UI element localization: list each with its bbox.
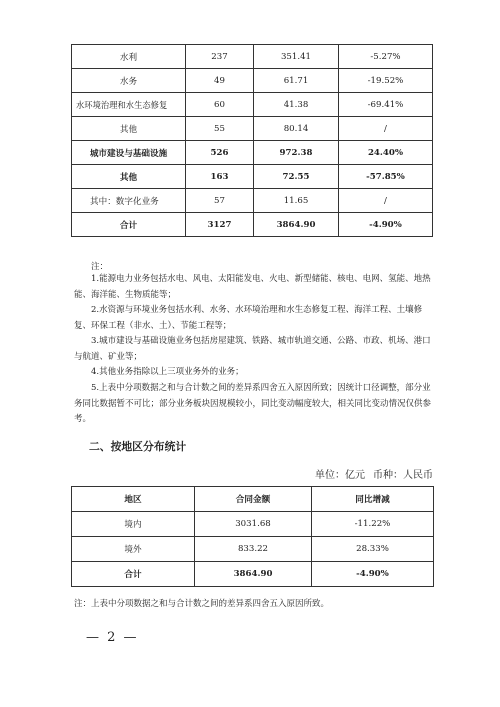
table-header-row: [72, 487, 434, 512]
notes-title: 注：: [91, 262, 109, 272]
table-row: [72, 45, 433, 69]
amount-cell: 61.71: [254, 69, 339, 93]
yoy-cell: /: [339, 189, 433, 213]
business-type-cell: 水环境治理和水生态修复: [72, 93, 186, 117]
section-heading: 二、按地区分布统计: [89, 440, 187, 453]
table-row: [72, 93, 433, 117]
header-region: 地区: [72, 487, 195, 512]
table-row: [72, 189, 433, 213]
amount-cell: 72.55: [254, 165, 339, 189]
amount-cell: 351.41: [254, 45, 339, 69]
yoy-cell: 28.33%: [312, 537, 434, 562]
note-item-4: 4.其他业务指除以上三项业务外的业务；: [91, 367, 244, 377]
count-cell: 60: [186, 93, 254, 117]
table-row: [72, 537, 434, 562]
header-amount: 合同金额: [195, 487, 312, 512]
amount-cell: 41.38: [254, 93, 339, 117]
yoy-cell: -11.22%: [312, 512, 434, 537]
amount-cell: 3864.90: [195, 562, 312, 587]
count-cell: 55: [186, 117, 254, 141]
yoy-cell: 24.40%: [339, 141, 433, 165]
yoy-cell: -19.52%: [339, 69, 433, 93]
amount-cell: 3031.68: [195, 512, 312, 537]
region-cell: 境内: [72, 512, 195, 537]
yoy-cell: -4.90%: [339, 213, 433, 237]
count-cell: 3127: [186, 213, 254, 237]
table-row: [72, 512, 434, 537]
business-type-cell: 其中：数字化业务: [72, 189, 186, 213]
note-item-1: 1.能源电力业务包括水电、风电、太阳能发电、火电、新型储能、核电、电网、氢能、地热能、海洋能、生物质能等；: [74, 274, 431, 300]
table-row: [72, 562, 434, 587]
yoy-cell: -69.41%: [339, 93, 433, 117]
unit-label: [315, 466, 433, 481]
contract-by-region-table: [71, 486, 434, 587]
amount-cell: 80.14: [254, 117, 339, 141]
note-item-3: 3.城市建设与基础设施业务包括房屋建筑、铁路、城市轨道交通、公路、市政、机场、港口与航道、矿业等；: [74, 336, 431, 362]
yoy-cell: -4.90%: [312, 562, 434, 587]
count-cell: 49: [186, 69, 254, 93]
region-cell: 境外: [72, 537, 195, 562]
business-type-cell: 水利: [72, 45, 186, 69]
yoy-cell: -57.85%: [339, 165, 433, 189]
yoy-cell: -5.27%: [339, 45, 433, 69]
business-type-cell: 其他: [72, 165, 186, 189]
header-yoy: 同比增减: [312, 487, 434, 512]
table-row: [72, 141, 433, 165]
table-row: [72, 117, 433, 141]
business-type-cell: 城市建设与基础设施: [72, 141, 186, 165]
amount-cell: 833.22: [195, 537, 312, 562]
table-row: [72, 165, 433, 189]
note-item-5: 5.上表中分项数据之和与合计数之间的差异系四舍五入原因所致；因统计口径调整，部分业务同比数据暂不可比；部分业务板块因规模较小，同比变动幅度较大，相关同比变动情况仅供参考。: [74, 383, 432, 424]
amount-cell: 972.38: [254, 141, 339, 165]
amount-cell: 3864.90: [254, 213, 339, 237]
count-cell: 57: [186, 189, 254, 213]
business-type-cell: 其他: [72, 117, 186, 141]
count-cell: 526: [186, 141, 254, 165]
yoy-cell: /: [339, 117, 433, 141]
count-cell: 237: [186, 45, 254, 69]
table-row: [72, 213, 433, 237]
footer-note: 注：上表中分项数据之和与合计数之间的差异系四舍五入原因所致。: [74, 599, 330, 609]
business-type-cell: 合计: [72, 213, 186, 237]
region-cell: 合计: [72, 562, 195, 587]
contract-by-business-table: [71, 44, 433, 237]
count-cell: 163: [186, 165, 254, 189]
unit-text: 单位：亿元: [315, 470, 365, 481]
business-type-cell: 水务: [72, 69, 186, 93]
table-row: [72, 69, 433, 93]
note-item-2: 2.水资源与环境业务包括水利、水务、水环境治理和水生态修复工程、海洋工程、土壤修复、环保工程（非水、土）、节能工程等；: [74, 305, 423, 331]
currency-text: 币种：人民币: [373, 470, 433, 481]
page-number: — 2 —: [86, 630, 139, 645]
amount-cell: 11.65: [254, 189, 339, 213]
